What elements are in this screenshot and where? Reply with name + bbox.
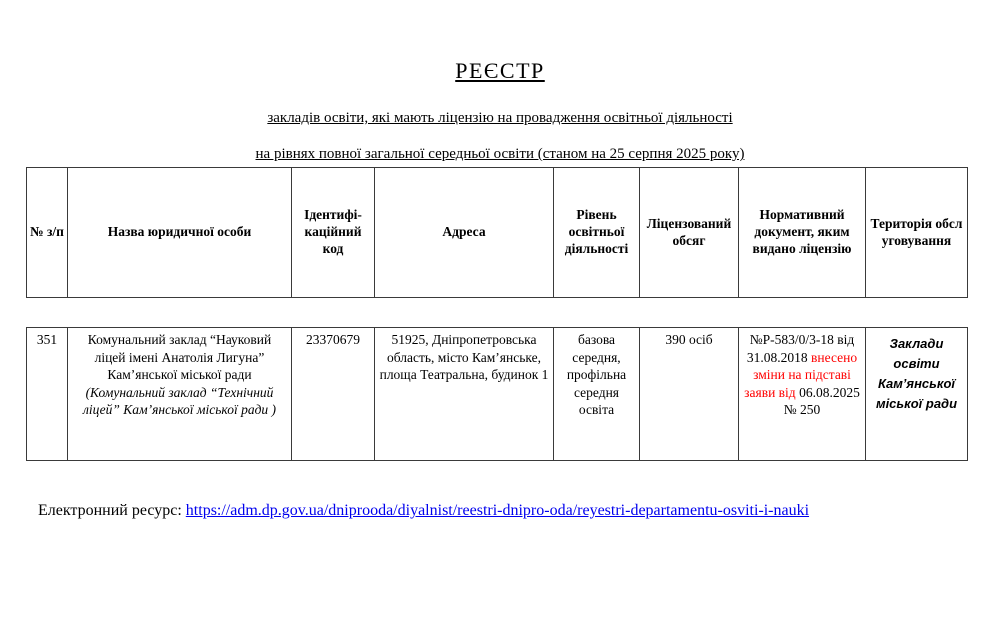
cell-row-number: 351 <box>27 328 68 461</box>
electronic-resource-line <box>38 502 809 520</box>
table-row <box>27 328 968 461</box>
cell-license-document <box>739 328 866 461</box>
header-row <box>27 168 968 298</box>
col-header-normative-document: Нормативний документ, яким видано ліцензію <box>739 168 866 298</box>
col-header-number: № з/п <box>27 168 68 298</box>
legal-entity-former-name: (Комунальний заклад “Технічний ліцей” Кам’янської міської ради ) <box>82 384 277 418</box>
page-subtitle-line1: закладів освіти, які мають ліцензію на провадження освітньої діяльності <box>267 110 733 126</box>
electronic-resource-link[interactable]: https://adm.dp.gov.ua/dniprooda/diyalnist/reestri-dnipro-oda/reyestri-departamentu-osviti-i-nauki <box>185 502 810 519</box>
cell-address: 51925, Дніпропетровська область, місто Кам’янське, площа Театральна, будинок 1 <box>375 328 554 461</box>
cell-id-code: 23370679 <box>292 328 375 461</box>
page-subtitle-line2: на рівнях повної загальної середньої освіти (станом на 25 серпня 2025 року) <box>255 146 745 162</box>
cell-legal-name <box>68 328 292 461</box>
col-header-address: Адреса <box>375 168 554 298</box>
page-title-text: РЕЄСТР <box>455 58 545 83</box>
col-header-id-code: Ідентифі-каційний код <box>292 168 375 298</box>
cell-licensed-volume: 390 осіб <box>640 328 739 461</box>
registry-data-table <box>26 327 968 461</box>
license-number-date: №Р-583/0/3-18 від 31.08.2018 <box>746 332 855 365</box>
license-amendment-date: 06.08.2025 № 250 <box>783 384 860 418</box>
registry-header-table <box>26 167 968 298</box>
cell-education-level: базова середня, профільна середня освіта <box>554 328 640 461</box>
page-title <box>0 58 1000 84</box>
electronic-resource-label: Електронний ресурс: <box>38 502 182 519</box>
col-header-education-level: Рівень освітньої діяльності <box>554 168 640 298</box>
legal-entity-current-name: Комунальний заклад “Науковий ліцей імені Анатолія Лигуна” Кам’янської міської ради <box>87 332 272 383</box>
cell-service-territory: Заклади освіти Кам’янської міської ради <box>866 328 968 461</box>
col-header-service-territory: Територія обслуговування <box>866 168 968 298</box>
col-header-licensed-volume: Ліцензований обсяг <box>640 168 739 298</box>
license-amendment-note: внесено зміни на підставі заяви від <box>744 349 858 400</box>
col-header-legal-name: Назва юридичної особи <box>68 168 292 298</box>
